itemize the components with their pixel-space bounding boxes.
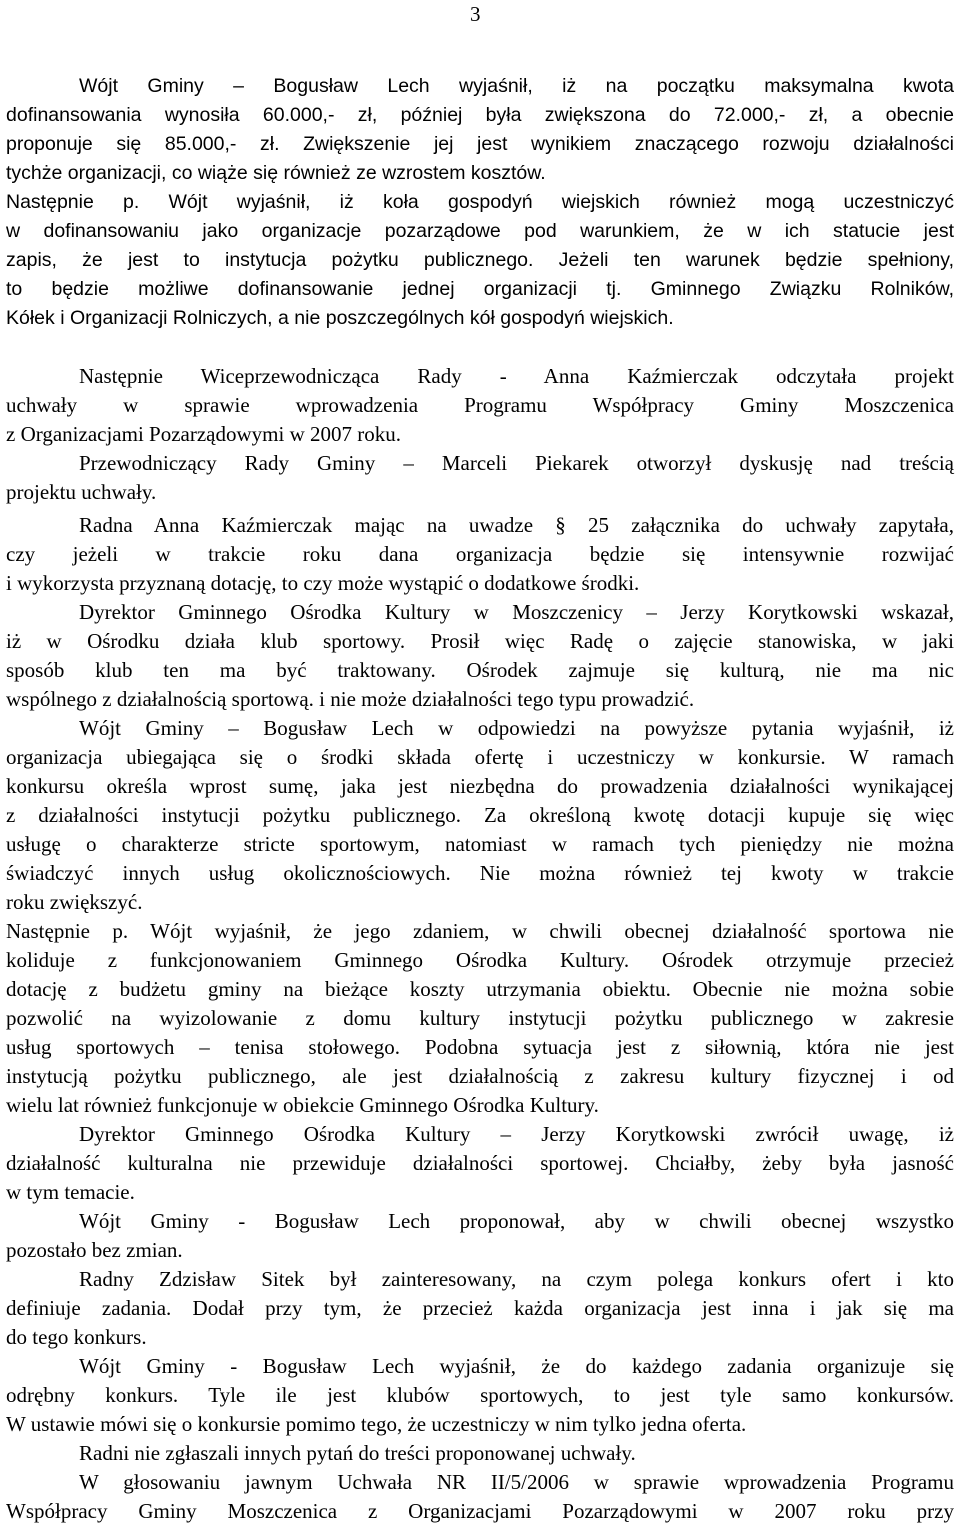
text-line: Wójt Gminy - Bogusław Lech proponował, aby w chwili obecnej wszystko	[79, 1209, 954, 1233]
text-line: W ustawie mówi się o konkursie pomimo tego, że uczestniczy w nim tylko jedna oferta.	[6, 1412, 747, 1436]
text-line: to będzie możliwe dofinansowanie jednej organizacji tj. Gminnego Związku Rolników,	[6, 278, 954, 300]
page-number: 3	[470, 2, 481, 26]
text-line: usługę o charakterze stricte sportowym, natomiast w ramach tych pieniędzy nie można	[6, 832, 954, 856]
text-line: roku zwiększyć.	[6, 890, 143, 914]
text-line: pozwolić na wyizolowanie z domu kultury instytucji pożytku publicznego w zakresie	[6, 1006, 954, 1030]
text-line: Radny Zdzisław Sitek był zainteresowany, na czym polega konkurs ofert i kto	[79, 1267, 954, 1291]
text-line: Przewodniczący Rady Gminy – Marceli Piekarek otworzył dyskusję nad treścią	[79, 451, 954, 475]
text-line: z działalności instytucji pożytku publicznego. Za określoną kwotę dotacji kupuje się więc	[6, 803, 954, 827]
text-line: dotację z budżetu gminy na bieżące koszty utrzymania obiektu. Obecnie nie można sobie	[6, 977, 954, 1001]
text-line: instytucją pożytku publicznego, ale jest działalnością z zakresu kultury fizycznej i od	[6, 1064, 954, 1088]
text-line: wspólnego z działalnością sportową. i nie może działalności tego typu prowadzić.	[6, 687, 695, 711]
text-line: Radna Anna Kaźmierczak mając na uwadze § 25 załącznika do uchwały zapytała,	[79, 513, 954, 537]
text-line: czy jeżeli w trakcie roku dana organizacja będzie się intensywnie rozwijać	[6, 542, 954, 566]
text-line: proponuje się 85.000,- zł. Zwiększenie jej jest wynikiem znaczącego rozwoju działalności	[6, 133, 954, 155]
text-line: organizacja ubiegająca się o środki składa ofertę i uczestniczy w konkursie. W ramach	[6, 745, 954, 769]
text-line: zapis, że jest to instytucja pożytku publicznego. Jeżeli ten warunek będzie spełniony,	[6, 249, 954, 271]
text-line: Radni nie zgłaszali innych pytań do treści proponowanej uchwały.	[79, 1441, 636, 1465]
text-line: uchwały w sprawie wprowadzenia Programu Współpracy Gminy Moszczenica	[6, 393, 954, 417]
text-line: W głosowaniu jawnym Uchwała NR II/5/2006 w sprawie wprowadzenia Programu	[79, 1470, 954, 1494]
text-line: dofinansowania wynosiła 60.000,- zł, później była zwiększona do 72.000,- zł, a obecnie	[6, 104, 954, 126]
text-line: z Organizacjami Pozarządowymi w 2007 roku.	[6, 422, 401, 446]
text-line: pozostało bez zmian.	[6, 1238, 183, 1262]
text-line: do tego konkurs.	[6, 1325, 147, 1349]
text-line: Następnie Wiceprzewodnicząca Rady - Anna Kaźmierczak odczytała projekt	[79, 364, 954, 388]
text-line: Wójt Gminy – Bogusław Lech w odpowiedzi na powyższe pytania wyjaśnił, iż	[79, 716, 954, 740]
text-line: w tym temacie.	[6, 1180, 135, 1204]
text-line: Dyrektor Gminnego Ośrodka Kultury w Moszczenicy – Jerzy Korytkowski wskazał,	[79, 600, 954, 624]
text-line: świadczyć innych usług okolicznościowych. Nie można również tej kwoty w trakcie	[6, 861, 954, 885]
text-line: Kółek i Organizacji Rolniczych, a nie poszczególnych kół gospodyń wiejskich.	[6, 307, 674, 329]
text-line: Następnie p. Wójt wyjaśnił, że jego zdaniem, w chwili obecnej działalność sportowa nie	[6, 919, 954, 943]
text-line: Wójt Gminy – Bogusław Lech wyjaśnił, iż na początku maksymalna kwota	[79, 75, 954, 97]
text-line: tychże organizacji, co wiąże się również ze wzrostem kosztów.	[6, 162, 546, 184]
text-line: Wójt Gminy - Bogusław Lech wyjaśnił, że do każdego zadania organizuje się	[79, 1354, 954, 1378]
text-line: koliduje z funkcjonowaniem Gminnego Ośrodka Kultury. Ośrodek otrzymuje przecież	[6, 948, 954, 972]
text-line: projektu uchwały.	[6, 480, 157, 504]
text-line: i wykorzysta przyznaną dotację, to czy może wystąpić o dodatkowe środki.	[6, 571, 640, 595]
text-line: Następnie p. Wójt wyjaśnił, iż koła gospodyń wiejskich również mogą uczestniczyć	[6, 191, 954, 213]
text-line: odrębny konkurs. Tyle ile jest klubów sportowych, to jest tyle samo konkursów.	[6, 1383, 954, 1407]
text-line: iż w Ośrodku działa klub sportowy. Prosił więc Radę o zajęcie stanowiska, w jaki	[6, 629, 954, 653]
text-line: w dofinansowaniu jako organizacje pozarządowe pod warunkiem, że w ich statucie jest	[6, 220, 954, 242]
text-line: działalność kulturalna nie przewiduje działalności sportowej. Chciałby, żeby była jasność	[6, 1151, 954, 1175]
text-line: konkursu określa wprost sumę, jaka jest niezbędna do prowadzenia działalności wynikającej	[6, 774, 954, 798]
text-line: usług sportowych – tenisa stołowego. Podobna sytuacja jest z siłownią, która nie jest	[6, 1035, 954, 1059]
text-line: wielu lat również funkcjonuje w obiekcie Gminnego Ośrodka Kultury.	[6, 1093, 599, 1117]
text-line: Współpracy Gminy Moszczenica z Organizacjami Pozarządowymi w 2007 roku przy	[6, 1499, 954, 1523]
text-line: Dyrektor Gminnego Ośrodka Kultury – Jerzy Korytkowski zwrócił uwagę, iż	[79, 1122, 954, 1146]
text-line: definiuje zadania. Dodał przy tym, że przecież każda organizacja jest inna i jak się ma	[6, 1296, 954, 1320]
text-line: sposób klub ten ma być traktowany. Ośrodek zajmuje się kulturą, nie ma nic	[6, 658, 954, 682]
